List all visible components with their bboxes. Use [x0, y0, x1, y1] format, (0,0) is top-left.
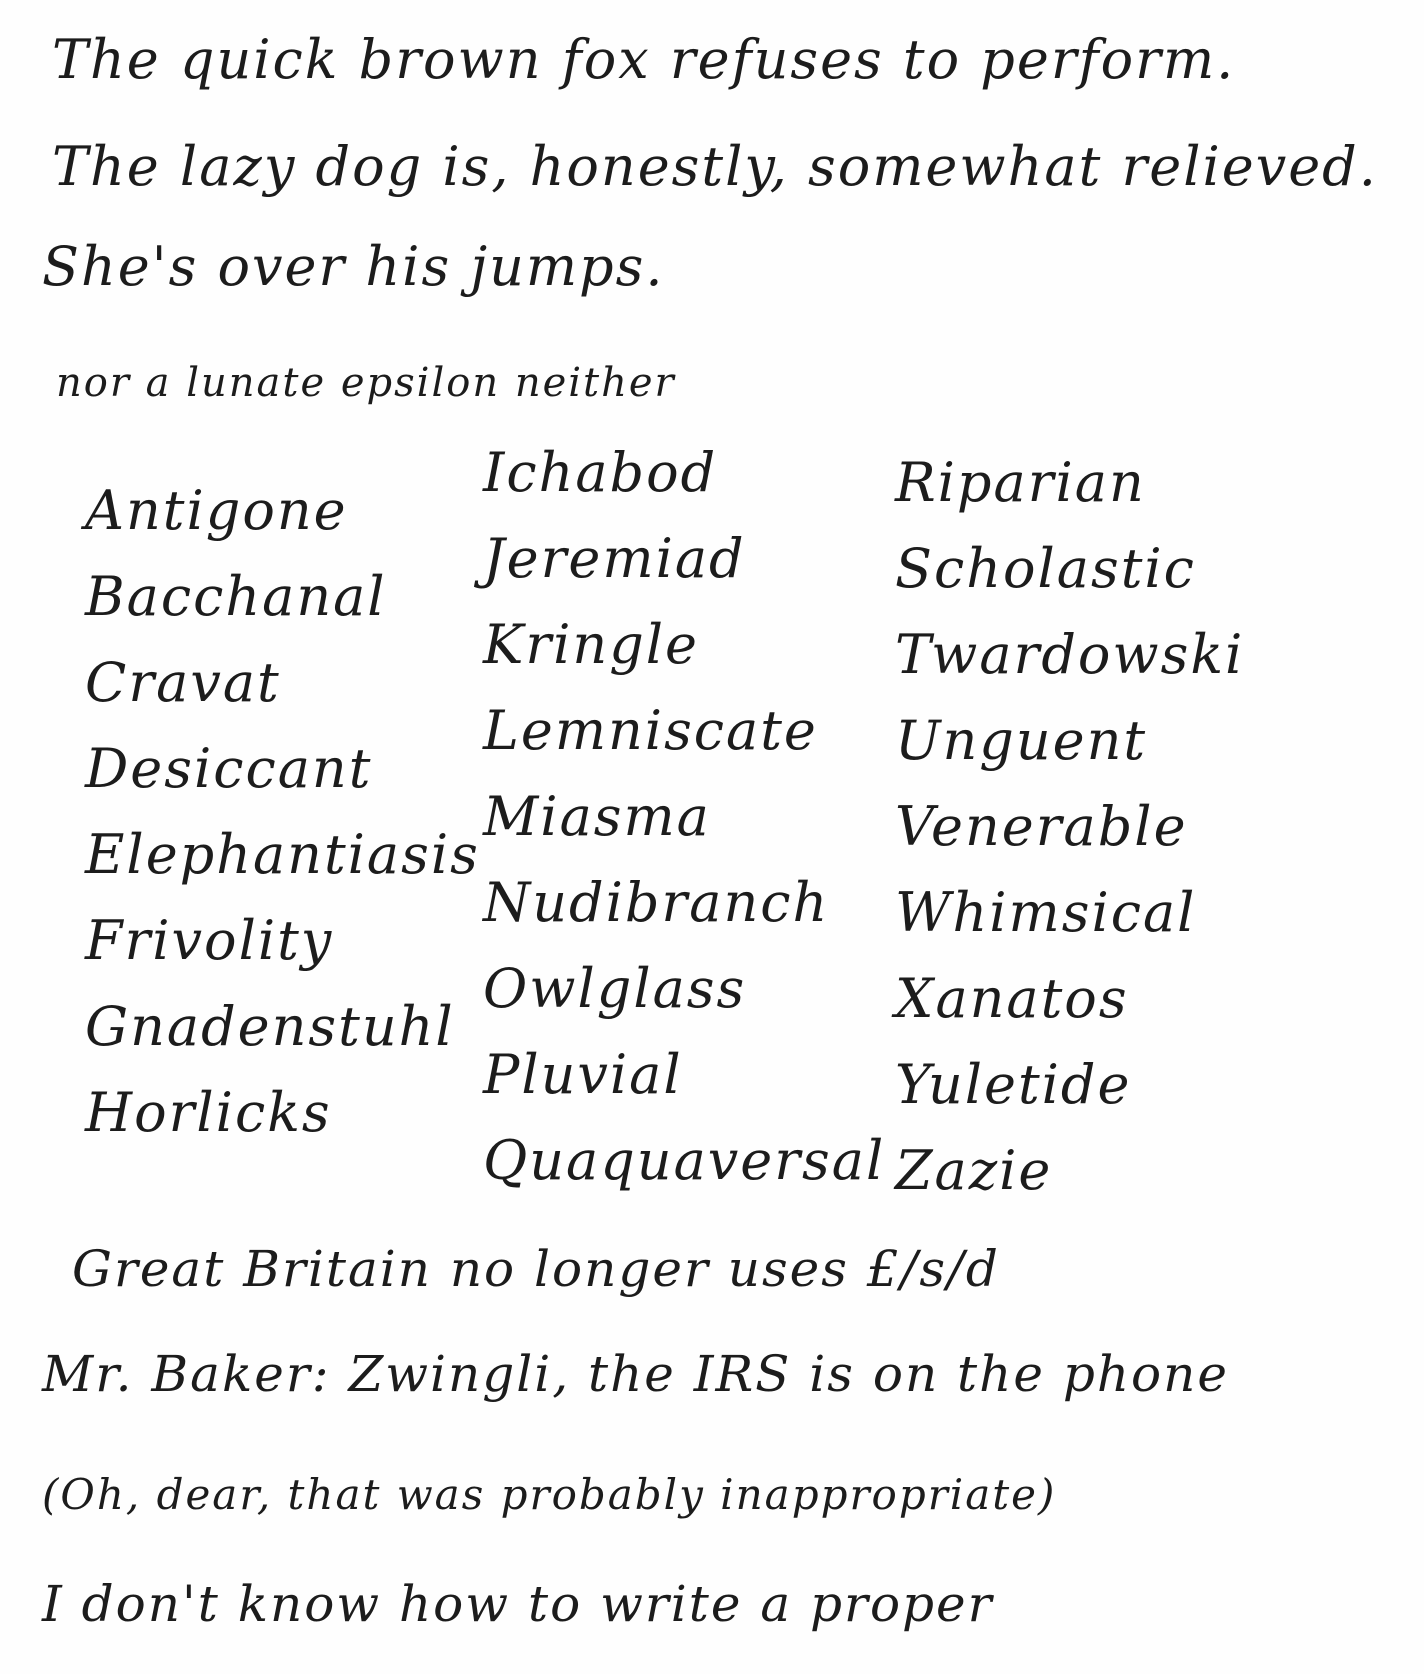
baker-line: Mr. Baker: Zwingli, the IRS is on the phone — [42, 1345, 1229, 1403]
word-item: Pluvial — [483, 1043, 683, 1106]
word-column-3 — [895, 440, 1244, 1214]
word-item: Riparian — [895, 451, 1146, 514]
word-item: Cravat — [85, 651, 281, 714]
word-item: Bacchanal — [85, 565, 387, 628]
word-item: Ichabod — [483, 441, 718, 504]
proper-line: I don't know how to write a proper — [42, 1575, 994, 1633]
word-item: Lemniscate — [483, 699, 818, 762]
word-item: Unguent — [895, 709, 1148, 772]
word-item: Whimsical — [895, 881, 1197, 944]
word-item: Twardowski — [895, 623, 1245, 686]
intro-line-2: The lazy dog is, honestly, somewhat relieved. — [52, 135, 1378, 198]
word-item: Venerable — [895, 795, 1188, 858]
word-column-2 — [483, 430, 885, 1204]
word-item: Frivolity — [85, 909, 334, 972]
britain-line: Great Britain no longer uses £/s/d — [72, 1240, 1000, 1298]
word-item: Antigone — [85, 479, 348, 542]
word-item: Miasma — [483, 785, 711, 848]
word-item: Gnadenstuhl — [85, 995, 455, 1058]
word-column-1 — [85, 468, 480, 1156]
word-item: Quaquaversal — [483, 1129, 886, 1192]
word-item: Jeremiad — [483, 527, 746, 590]
apology-line: (Oh, dear, that was probably inappropriate) — [42, 1470, 1057, 1519]
word-item: Kringle — [483, 613, 699, 676]
word-item: Horlicks — [85, 1081, 332, 1144]
word-item: Scholastic — [895, 537, 1196, 600]
intro-line-3: She's over his jumps. — [42, 235, 665, 298]
subheading: nor a lunate epsilon neither — [56, 360, 676, 406]
word-item: Yuletide — [895, 1053, 1132, 1116]
word-item: Owlglass — [483, 957, 747, 1020]
word-item: Desiccant — [85, 737, 373, 800]
word-item: Nudibranch — [483, 871, 830, 934]
word-item: Xanatos — [895, 967, 1129, 1030]
word-item: Zazie — [895, 1139, 1053, 1202]
intro-line-1: The quick brown fox refuses to perform. — [52, 28, 1236, 91]
word-item: Elephantiasis — [85, 823, 480, 886]
